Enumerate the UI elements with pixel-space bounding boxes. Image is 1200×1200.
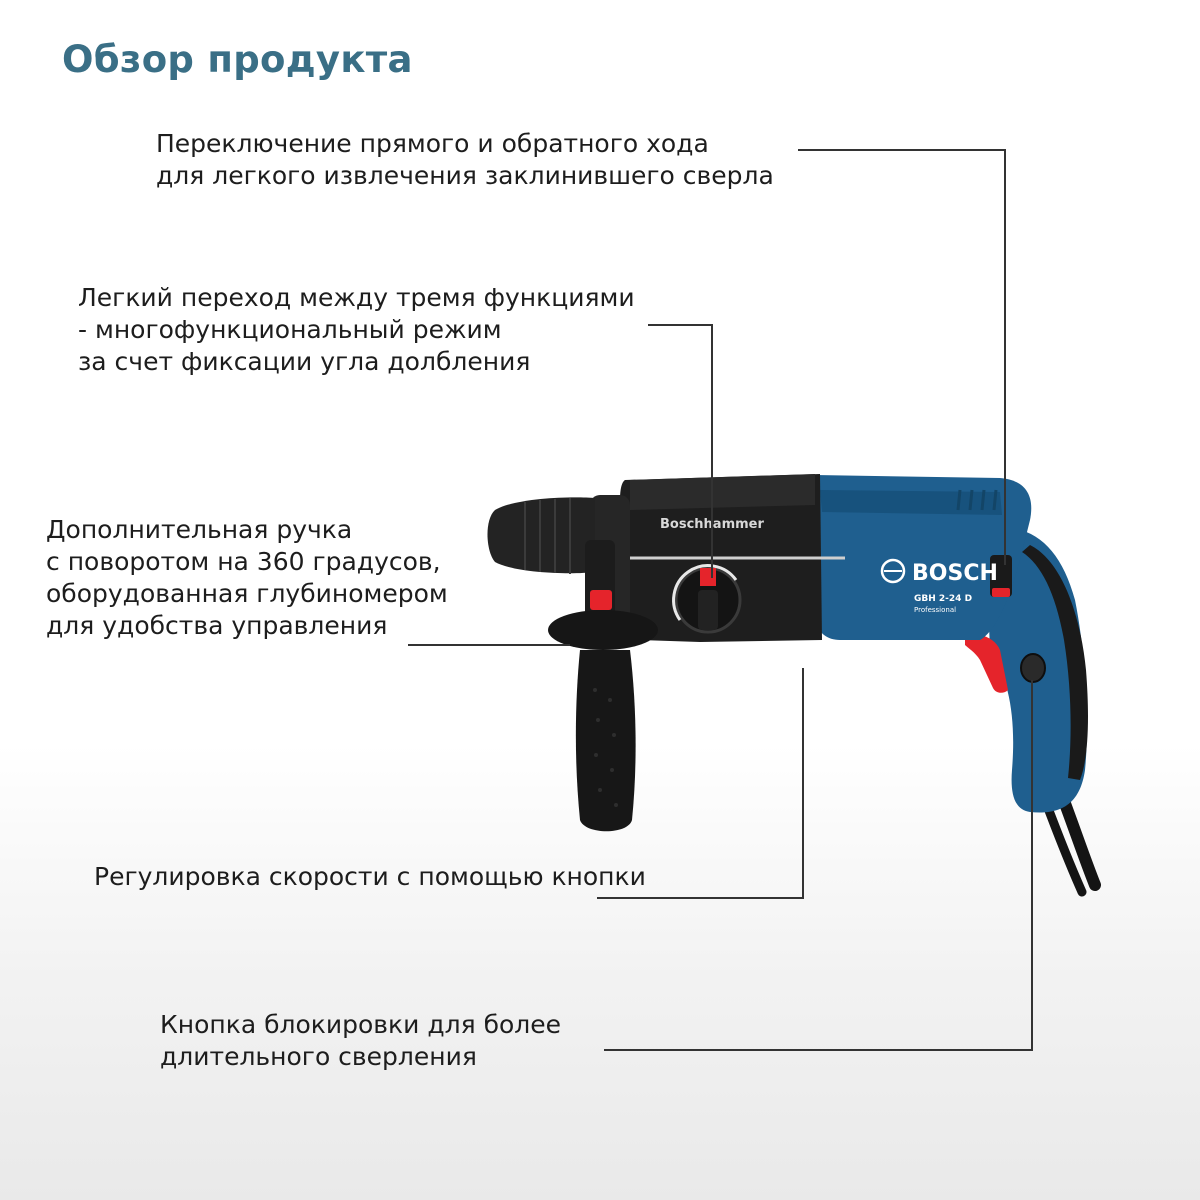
gear-housing-top [630, 474, 815, 510]
sds-chuck [487, 497, 595, 573]
callout-line: оборудованная глубиномером [46, 579, 448, 608]
mode-selector-indicator [700, 568, 716, 586]
rotary-hammer-drill [487, 474, 1095, 892]
body-label: Boschhammer [660, 517, 764, 532]
callout-line: с поворотом на 360 градусов, [46, 547, 441, 576]
brand-label: BOSCH [912, 561, 998, 586]
page-title: Обзор продукта [62, 38, 413, 81]
callout-line: - многофункциональный режим [78, 315, 502, 344]
callout-line: Кнопка блокировки для более [160, 1010, 562, 1039]
aux-handle-red-band [590, 590, 612, 610]
callout-line: длительного сверления [160, 1042, 477, 1071]
reverse-switch-red-tab [992, 588, 1010, 597]
product-line-label: Professional [914, 606, 957, 614]
housing-ribs [820, 490, 1002, 515]
callout-line: Дополнительная ручка [46, 515, 353, 544]
lock-button [1021, 654, 1045, 682]
callout-line: Регулировка скорости с помощью кнопки [94, 862, 646, 891]
callout-line: Переключение прямого и обратного хода [156, 129, 709, 158]
callout-line: для удобства управления [46, 611, 388, 640]
aux-handle-grip [576, 650, 636, 831]
callout-line: Легкий переход между тремя функциями [78, 283, 635, 312]
model-label: GBH 2-24 D [914, 594, 973, 604]
callout-line: за счет фиксации угла долбления [78, 347, 531, 376]
callout-line: для легкого извлечения заклинившего сверла [156, 161, 774, 190]
leader-lock-button [604, 680, 1032, 1050]
